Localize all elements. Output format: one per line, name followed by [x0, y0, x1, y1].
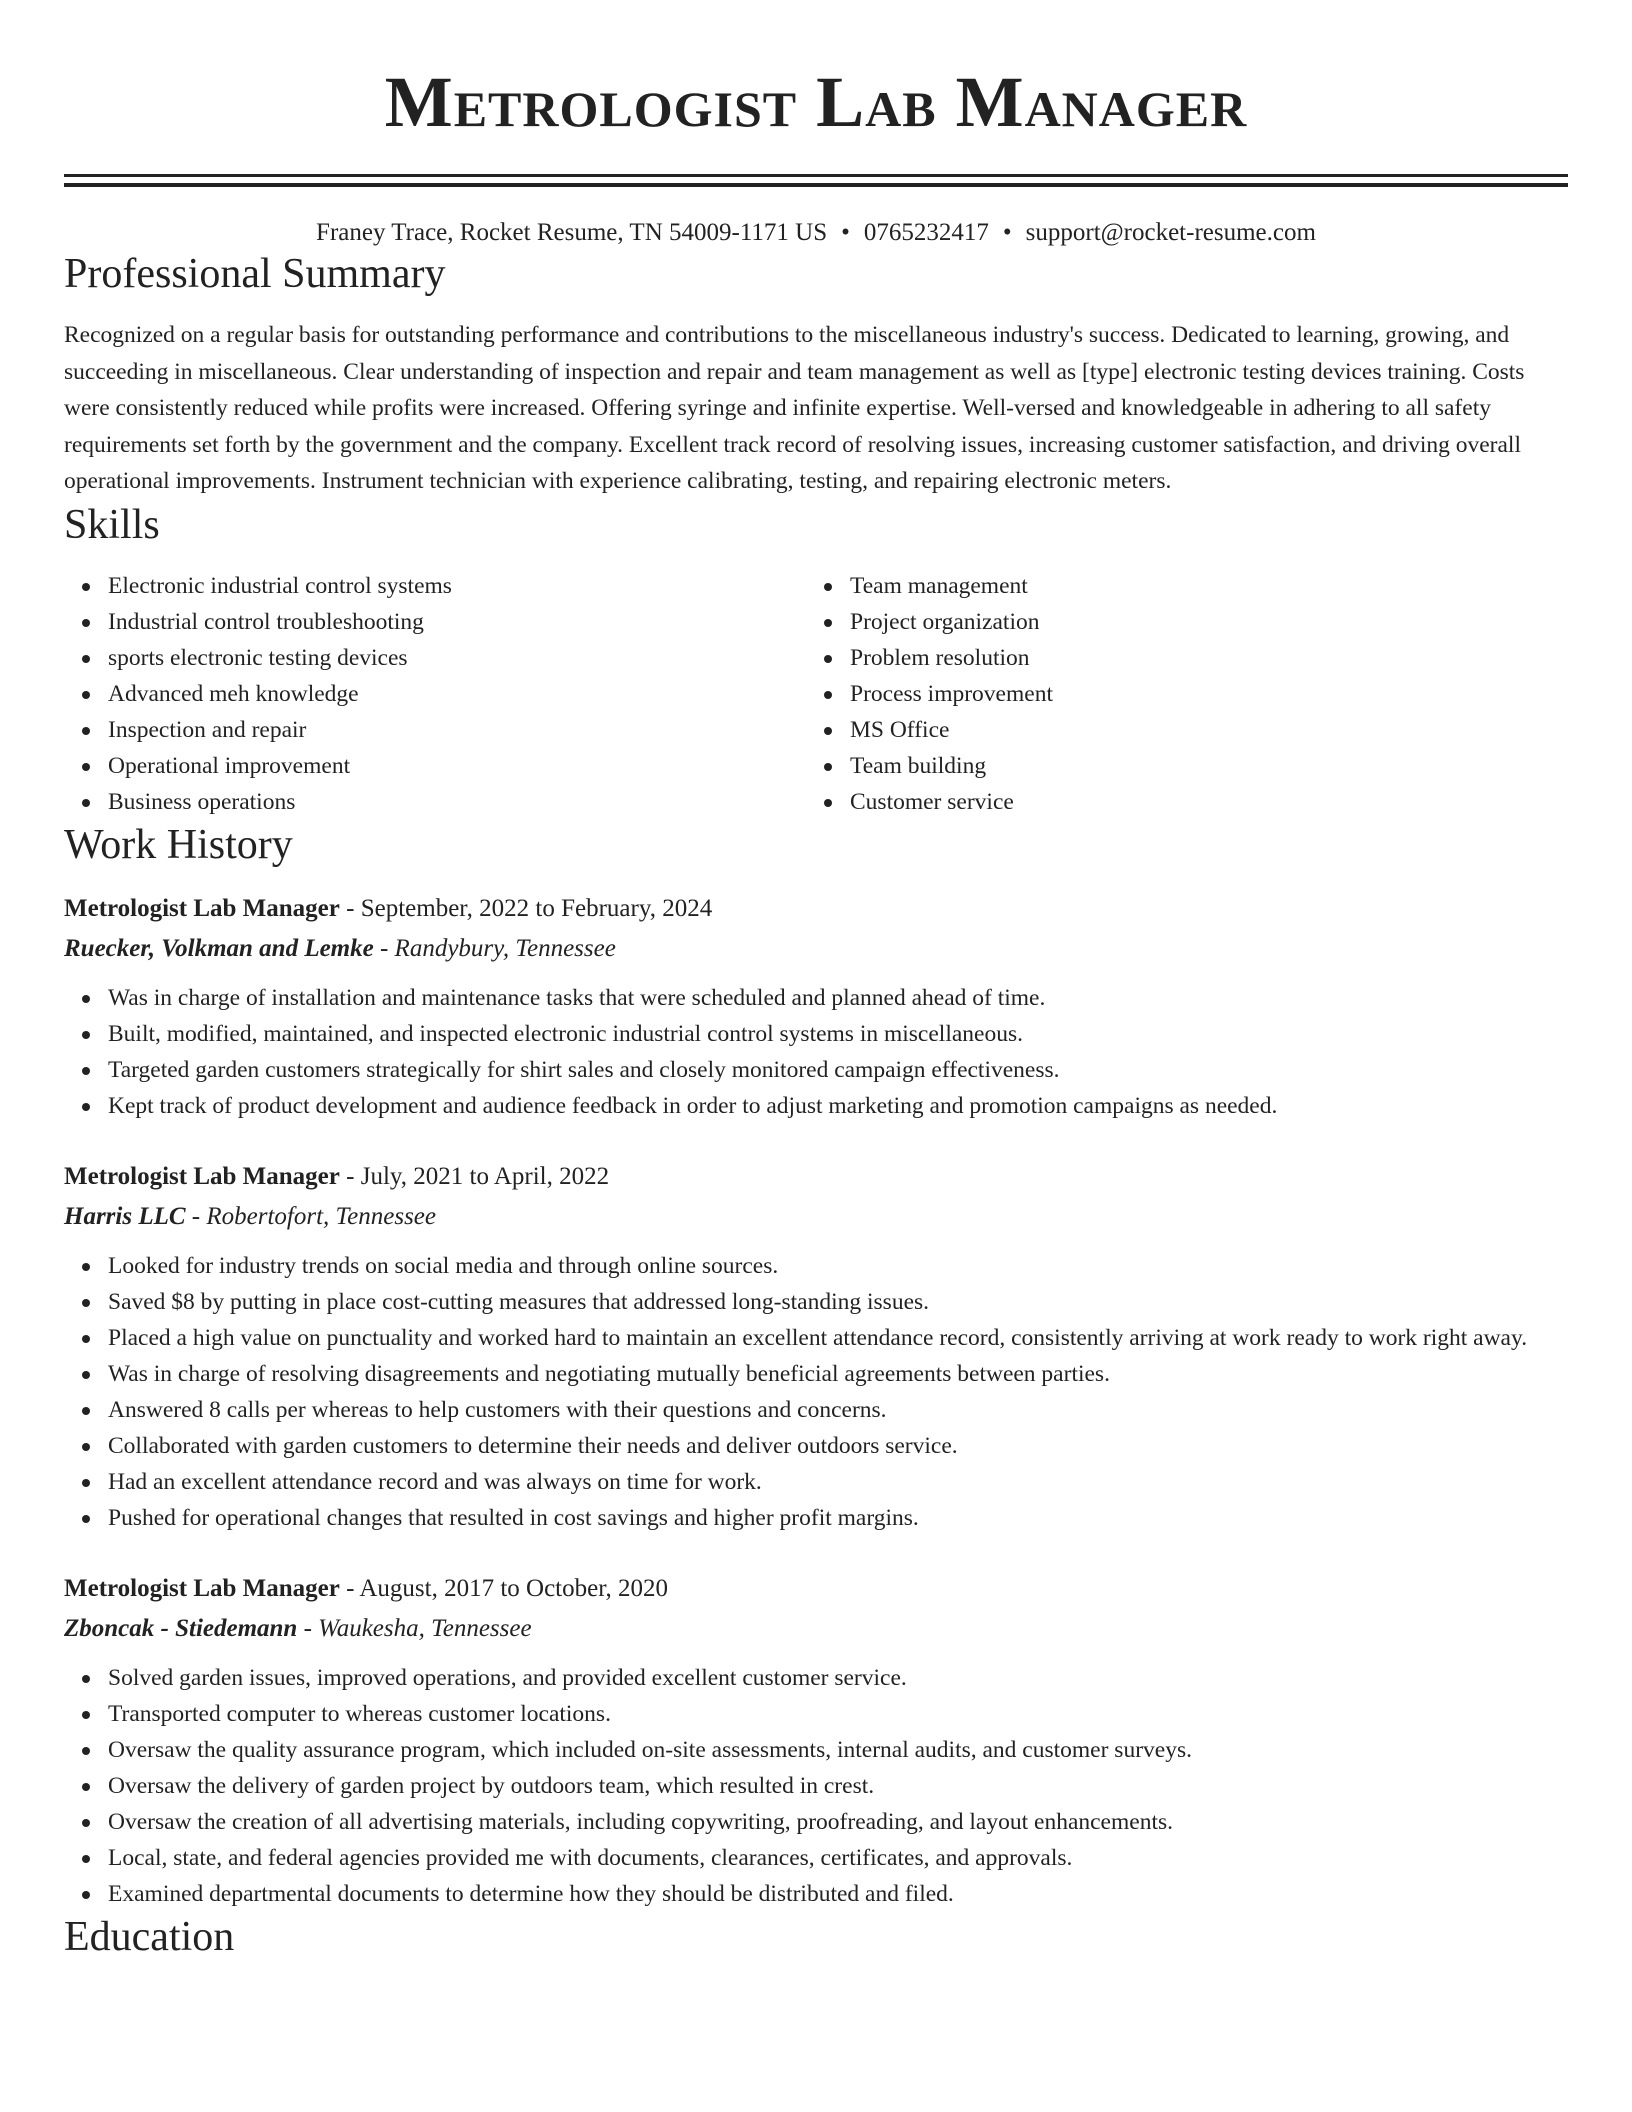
job-entry [64, 1160, 1568, 1536]
job-bullet: Local, state, and federal agencies provided me with documents, clearances, certificates, and approvals. [108, 1840, 1568, 1876]
job-bullet: Oversaw the creation of all advertising materials, including copywriting, proofreading, and layout enhancements. [108, 1804, 1568, 1840]
contact-email: support@rocket-resume.com [1025, 219, 1316, 246]
job-bullet: Collaborated with garden customers to determine their needs and deliver outdoors service. [108, 1428, 1568, 1464]
summary-text: Recognized on a regular basis for outstanding performance and contributions to the miscellaneous industry's success. Dedicated to learning, growing, and succeeding in miscellaneous. Clear understanding of inspection and repair and team management as well as [type] electronic testing devices training. Costs were consistently reduced while profits were increased. Offering syringe and infinite expertise. Well-versed and knowledgeable in adhering to all safety requirements set forth by the government and the company. Excellent track record of resolving issues, increasing customer satisfaction, and driving overall operational improvements. Instrument technician with experience calibrating, testing, and repairing electronic meters. [64, 322, 1525, 494]
job-bullet: Pushed for operational changes that resulted in cost savings and higher profit margins. [108, 1500, 1568, 1536]
job-entry [64, 1572, 1568, 1912]
job-company: Zboncak - Stiedemann [64, 1614, 298, 1642]
job-dates: - July, 2021 to April, 2022 [339, 1162, 610, 1190]
skill-item: Problem resolution [850, 640, 1548, 676]
job-bullet: Looked for industry trends on social media and through online sources. [108, 1248, 1568, 1284]
job-bullet: Saved $8 by putting in place cost-cutting measures that addressed long-standing issues. [108, 1284, 1568, 1320]
section-heading-skills: Skills [64, 501, 160, 548]
job-bullet: Answered 8 calls per whereas to help customers with their questions and concerns. [108, 1392, 1568, 1428]
skill-item: Electronic industrial control systems [108, 568, 806, 604]
resume-name-title: Metrologist Lab Manager [384, 62, 1248, 142]
job-title: Metrologist Lab Manager [64, 1162, 340, 1190]
job-bullets [64, 1660, 1568, 1912]
skill-item: Operational improvement [108, 748, 806, 784]
job-bullet: Placed a high value on punctuality and worked hard to maintain an excellent attendance record, consistently arriving at work ready to work right away. [108, 1320, 1568, 1356]
job-location: - Robertofort, Tennessee [185, 1202, 436, 1230]
header-divider [64, 174, 1568, 187]
job-entry [64, 892, 1568, 1124]
skills-column-right [806, 568, 1548, 820]
job-bullet: Had an excellent attendance record and was always on time for work. [108, 1464, 1568, 1500]
job-title-line [64, 1160, 1568, 1194]
skill-item: MS Office [850, 712, 1548, 748]
job-bullet: Transported computer to whereas customer locations. [108, 1696, 1568, 1732]
job-bullet: Kept track of product development and audience feedback in order to adjust marketing and promotion campaigns as needed. [108, 1088, 1568, 1124]
job-bullet: Examined departmental documents to determine how they should be distributed and filed. [108, 1876, 1568, 1912]
job-company-line [64, 1200, 1568, 1234]
job-dates: - August, 2017 to October, 2020 [339, 1574, 669, 1602]
skills-grid [64, 568, 1568, 820]
resume-page [64, 0, 1568, 1962]
job-company: Harris LLC [64, 1202, 186, 1230]
job-bullets [64, 980, 1568, 1124]
job-bullet: Was in charge of resolving disagreements and negotiating mutually beneficial agreements between parties. [108, 1356, 1568, 1392]
skill-item: Industrial control troubleshooting [108, 604, 806, 640]
job-title-line [64, 1572, 1568, 1606]
skill-item: sports electronic testing devices [108, 640, 806, 676]
skill-item: Customer service [850, 784, 1548, 820]
contact-separator: • [1002, 219, 1012, 246]
section-heading-work-history: Work History [64, 821, 293, 868]
job-company-line [64, 1612, 1568, 1646]
job-title-line [64, 892, 1568, 926]
job-bullet: Oversaw the delivery of garden project by outdoors team, which resulted in crest. [108, 1768, 1568, 1804]
job-location: - Waukesha, Tennessee [297, 1614, 532, 1642]
skill-item: Business operations [108, 784, 806, 820]
job-bullet: Was in charge of installation and maintenance tasks that were scheduled and planned ahead of time. [108, 980, 1568, 1016]
contact-address: Franey Trace, Rocket Resume, TN 54009-1171 US [316, 219, 828, 246]
job-bullet: Oversaw the quality assurance program, which included on-site assessments, internal audits, and customer surveys. [108, 1732, 1568, 1768]
skill-item: Team management [850, 568, 1548, 604]
job-location: - Randybury, Tennessee [373, 934, 616, 962]
skills-list-left [64, 568, 806, 820]
job-bullets [64, 1248, 1568, 1536]
job-dates: - September, 2022 to February, 2024 [339, 894, 713, 922]
job-bullet: Built, modified, maintained, and inspected electronic industrial control systems in miscellaneous. [108, 1016, 1568, 1052]
section-heading-summary: Professional Summary [64, 251, 446, 297]
skill-item: Advanced meh knowledge [108, 676, 806, 712]
contact-separator: • [841, 219, 850, 246]
job-company-line [64, 932, 1568, 966]
section-heading-education: Education [64, 1913, 235, 1960]
skill-item: Process improvement [850, 676, 1548, 712]
job-bullet: Solved garden issues, improved operations, and provided excellent customer service. [108, 1660, 1568, 1696]
job-company: Ruecker, Volkman and Lemke [64, 934, 374, 962]
contact-phone: 0765232417 [863, 219, 989, 246]
skills-column-left [64, 568, 806, 820]
job-bullet: Targeted garden customers strategically for shirt sales and closely monitored campaign effectiveness. [108, 1052, 1568, 1088]
skill-item: Project organization [850, 604, 1548, 640]
skills-list-right [806, 568, 1548, 820]
job-title: Metrologist Lab Manager [64, 1574, 340, 1602]
skill-item: Team building [850, 748, 1548, 784]
job-title: Metrologist Lab Manager [64, 894, 340, 922]
contact-line [64, 217, 1568, 249]
skill-item: Inspection and repair [108, 712, 806, 748]
